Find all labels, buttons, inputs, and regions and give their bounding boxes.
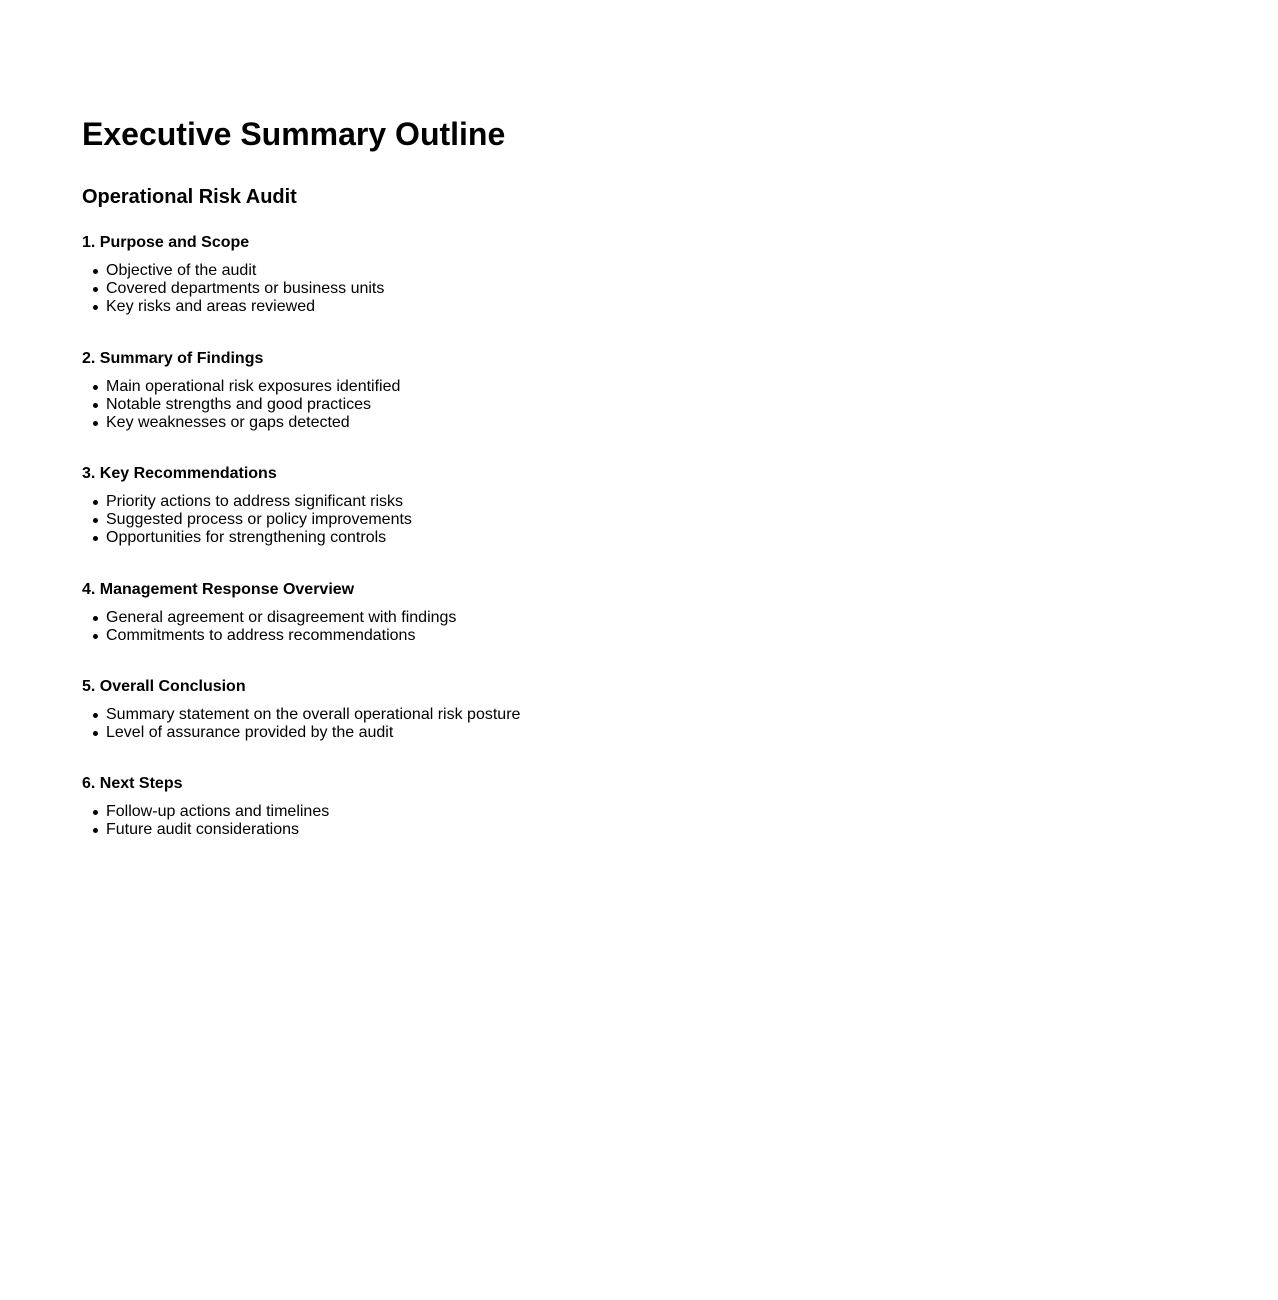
list-item: Notable strengths and good practices bbox=[106, 396, 520, 414]
bullet-list bbox=[82, 803, 520, 839]
list-item: Summary statement on the overall operational risk posture bbox=[106, 705, 521, 723]
list-item: Commitments to address recommendations bbox=[106, 627, 520, 645]
list-item: Key weaknesses or gaps detected bbox=[106, 414, 520, 432]
list-item: Suggested process or policy improvements bbox=[106, 511, 520, 529]
outline-sections bbox=[82, 234, 520, 872]
list-item: Covered departments or business units bbox=[106, 280, 520, 298]
page-subtitle: Operational Risk Audit bbox=[82, 186, 297, 208]
section-heading: 1. Purpose and Scope bbox=[82, 234, 250, 251]
list-item: General agreement or disagreement with findings bbox=[106, 609, 520, 627]
section-heading: 2. Summary of Findings bbox=[82, 349, 264, 367]
list-item: Opportunities for strengthening controls bbox=[106, 529, 520, 547]
section-heading: 3. Key Recommendations bbox=[82, 465, 277, 482]
section-management-response-overview bbox=[82, 581, 520, 678]
bullet-list bbox=[82, 609, 520, 645]
section-summary-of-findings bbox=[82, 350, 520, 466]
bullet-list bbox=[82, 706, 520, 742]
page-title: Executive Summary Outline bbox=[82, 116, 506, 152]
section-overall-conclusion bbox=[82, 678, 520, 775]
list-item: Priority actions to address significant risks bbox=[106, 493, 520, 511]
section-heading: 6. Next Steps bbox=[82, 774, 183, 792]
list-item: Future audit considerations bbox=[106, 821, 520, 839]
bullet-list bbox=[82, 262, 520, 316]
bullet-list bbox=[82, 378, 520, 432]
list-item: Objective of the audit bbox=[106, 262, 520, 280]
section-purpose-and-scope bbox=[82, 234, 520, 350]
list-item: Level of assurance provided by the audit bbox=[106, 724, 520, 742]
list-item: Main operational risk exposures identified bbox=[106, 378, 520, 396]
section-key-recommendations bbox=[82, 465, 520, 581]
section-heading: 4. Management Response Overview bbox=[82, 580, 355, 598]
section-next-steps bbox=[82, 775, 520, 872]
list-item: Follow-up actions and timelines bbox=[106, 803, 520, 821]
bullet-list bbox=[82, 493, 520, 547]
section-heading: 5. Overall Conclusion bbox=[82, 677, 246, 695]
list-item: Key risks and areas reviewed bbox=[106, 298, 520, 316]
